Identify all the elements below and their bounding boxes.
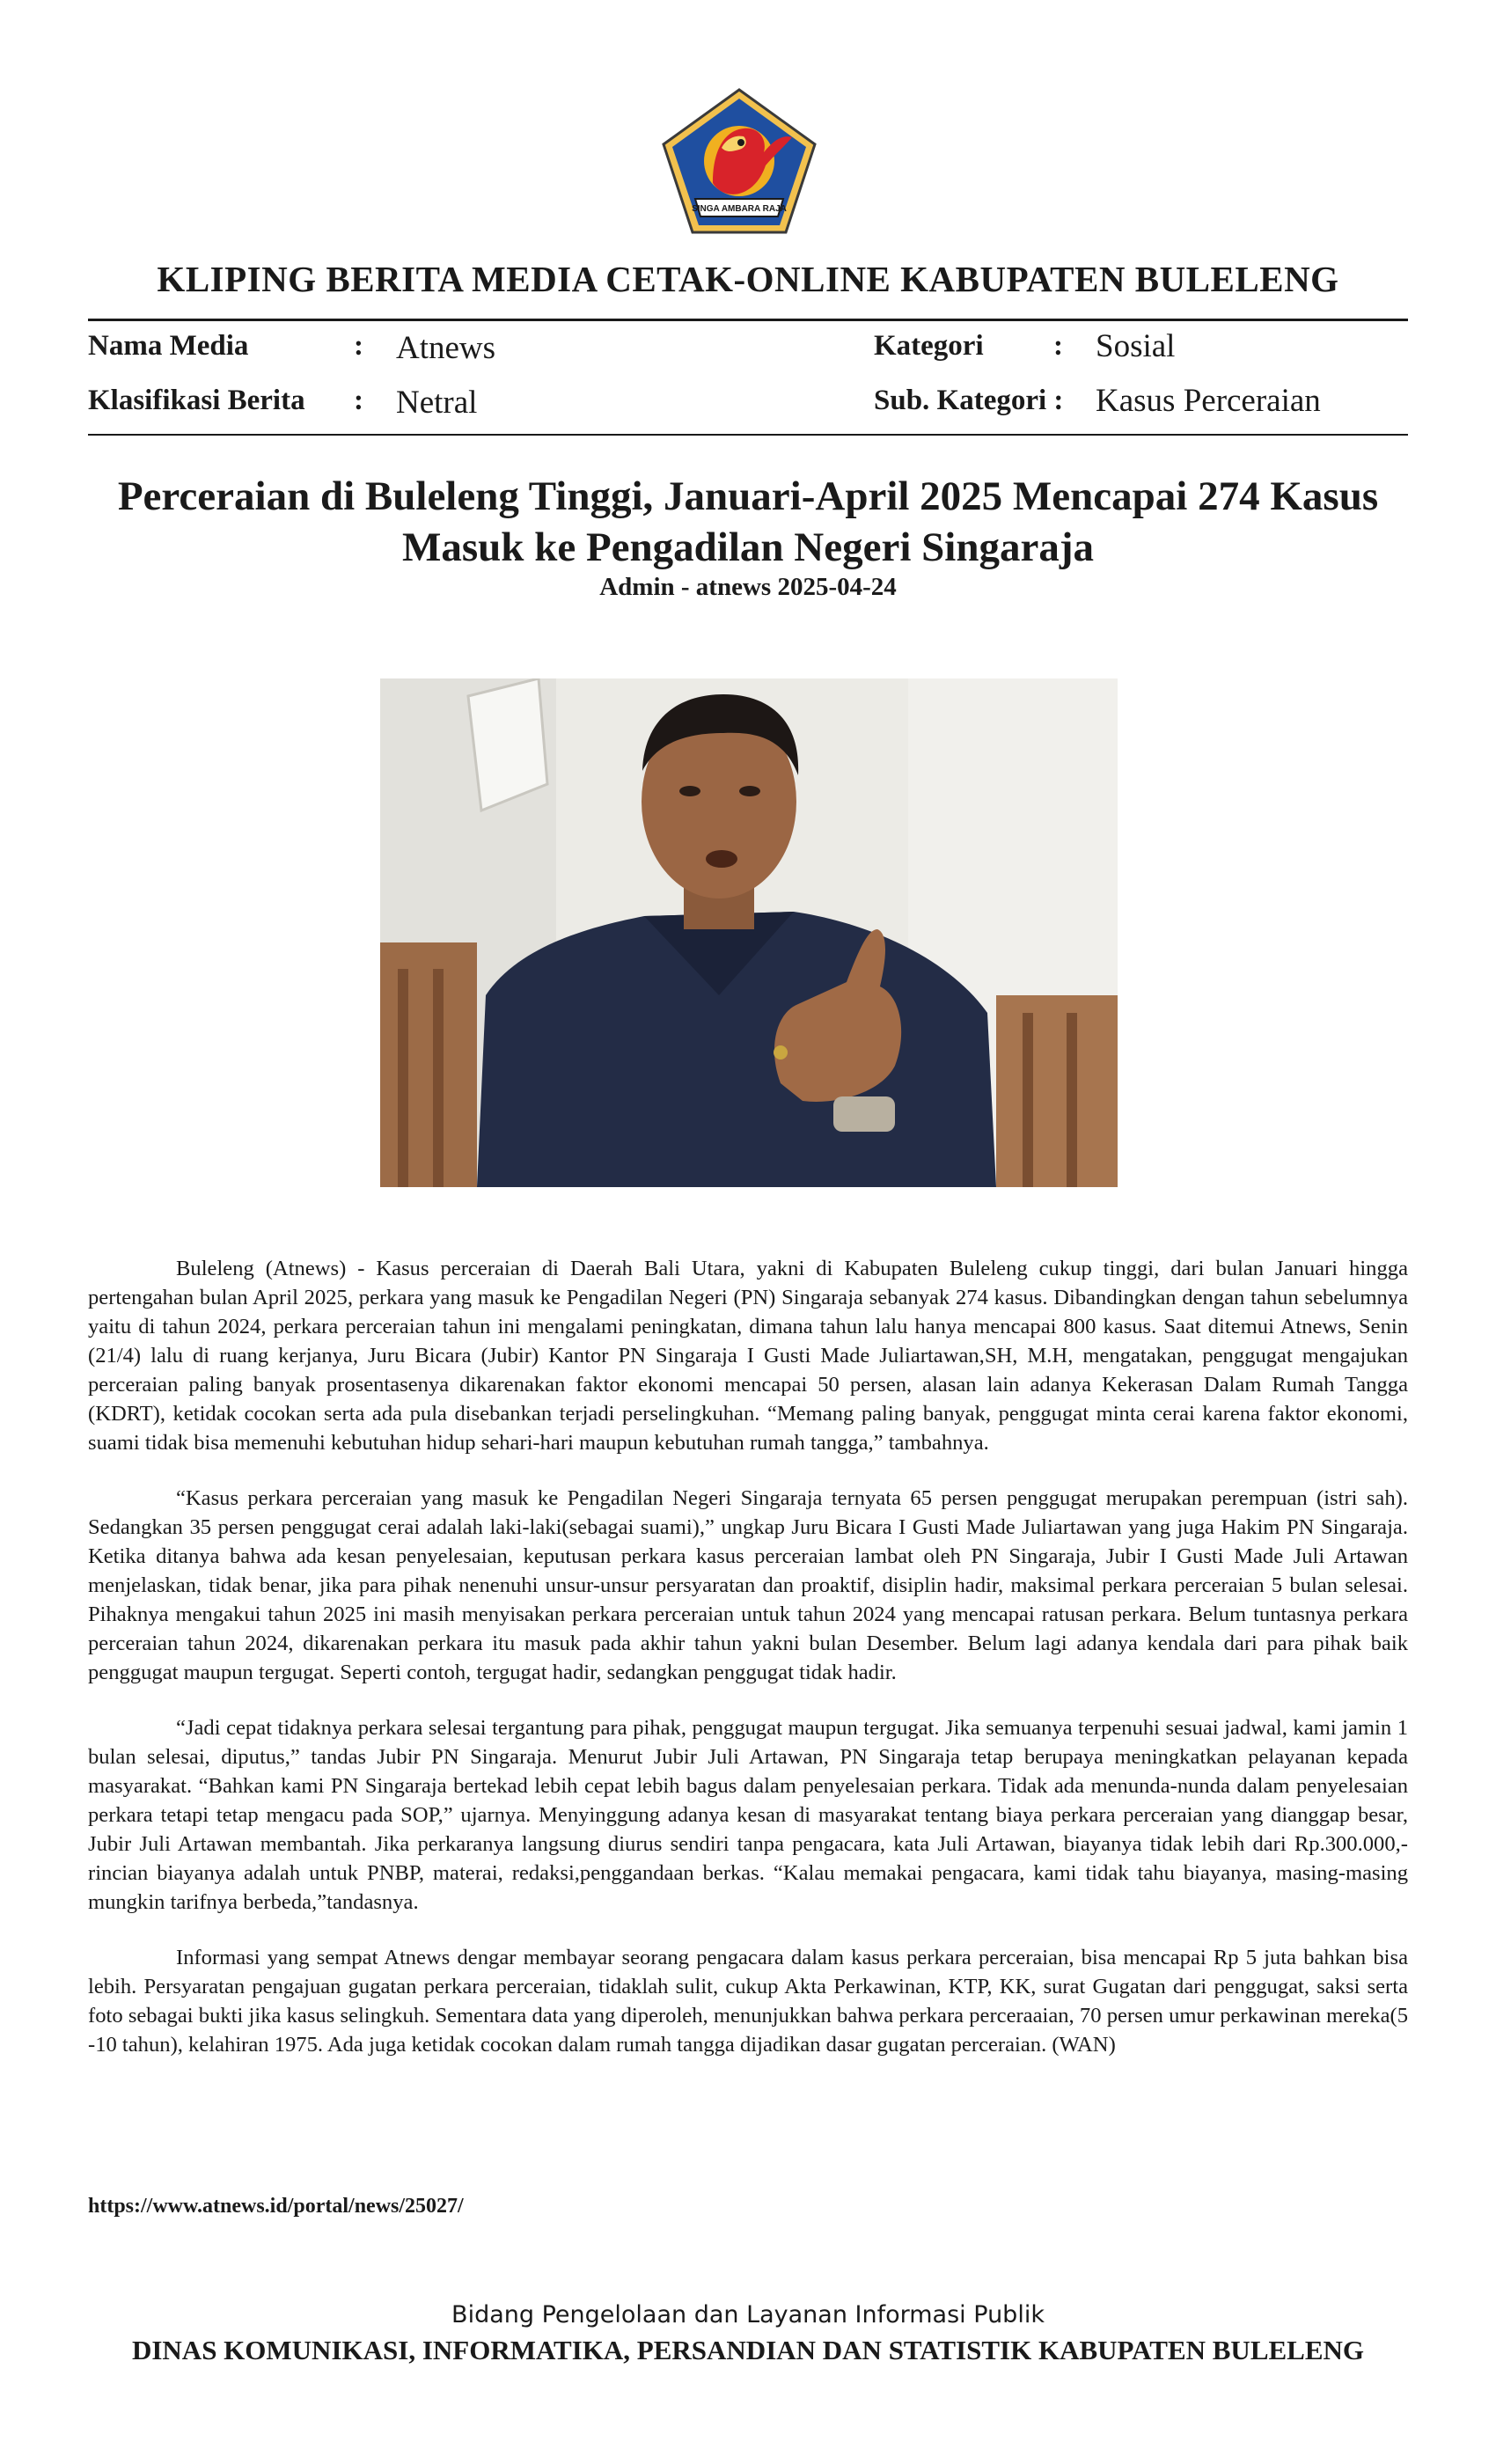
article-paragraph-4: Informasi yang sempat Atnews dengar membayar seorang pengacara dalam kasus perkara perceraian, bisa mencapai Rp 5 juta bahkan bisa lebih. Persyaratan pengajuan gugatan perkara perceraian, tidaklah sulit, cukup Akta Perkawinan, KTP, KK, surat Gugatan dari penggugat, saksi serta foto sebagai bukti jika kasus selingkuh. Sementara data yang diperoleh, menunjukkan bahwa perkara perceraaian, 70 persen umur perkawinan mereka(5 -10 tahun), kelahiran 1975. Ada juga ketidak cocokan dalam rumah tangga dijadikan dasar gugatan perceraian. (WAN) [88,1946,1408,2057]
emblem-icon [660,86,818,236]
article-title-line-1: Perceraian di Buleleng Tinggi, Januari-April 2025 Mencapai 274 Kasus [117,473,1379,519]
subcategory-value: Kasus Perceraian [1096,383,1321,419]
media-name-label: Nama Media [88,330,249,362]
article-paragraph-3: “Jadi cepat tidaknya perkara selesai tergantung para pihak, penggugat maupun tergugat. Jika semuanya terpenuhi sesuai jadwal, kami jamin 1 bulan selesai, diputus,” tandas Jubir PN Singaraja. Menurut Jubir Juli Artawan, PN Singaraja tetap berupaya meningkatkan pelayanan kepada masyarakat. “Bahkan kami PN Singaraja bertekad lebih cepat lebih bagus dalam penyelesaian perkara. Tidak ada menunda-nunda dalam penyelesaian perkara tetapi tetap mengacu pada SOP,” ujarnya. Menyinggung adanya kesan di masyarakat tentang biaya perkara perceraian yang dianggap besar, Jubir Juli Artawan membantah. Jika perkaranya langsung diurus sendiri tanpa pengacara, kata Juli Artawan, biayanya tidak lebih dari Rp.300.000,- rincian biayanya adalah untuk PNBP, materai, redaksi,penggandaan berkas. “Kalau memakai pengacara, kami tidak tahu biayanya, masing-masing mungkin tarifnya berbeda,”tandasnya. [88,1716,1408,1914]
article-title-line-2: Masuk ke Pengadilan Negeri Singaraja [402,524,1094,570]
classification-colon: : [354,385,363,416]
header-bottom-rule [88,434,1408,436]
classification-label: Klasifikasi Berita [88,385,305,416]
classification-value: Netral [396,385,478,421]
article-paragraph-2: “Kasus perkara perceraian yang masuk ke Pengadilan Negeri Singaraja ternyata 65 persen penggugat merupakan perempuan (istri sah). Sedangkan 35 persen penggugat cerai adalah laki-laki(sebagai suami),” ungkap Juru Bicara I Gusti Made Juliartawan yang juga Hakim PN Singaraja. Ketika ditanya bahwa ada kesan penyelesaian, keputusan perkara kasus perceraian lambat oleh PN Singaraja, Jubir I Gusti Made Juli Artawan menjelaskan, tidak benar, jika para pihak nenenuhi unsur-unsur persyaratan dan proaktif, disiplin hadir, maksimal perkara perceraian 5 bulan selesai. Pihaknya mengakui tahun 2025 ini masih menyisakan perkara perceraian untuk tahun 2024 yang mencapai ratusan perkara. Belum tuntasnya perkara perceraian tahun 2024, dikarenakan perkara itu masuk pada akhir tahun yakni bulan Desember. Belum lagi adanya kendala dari para pihak baik penggugat maupun tergugat. Seperti contoh, tergugat hadir, sedangkan penggugat tidak hadir. [88,1486,1408,1684]
category-colon: : [1053,330,1063,362]
emblem-motto: SINGA AMBARA RAJA [692,204,787,214]
source-url-link[interactable]: https://www.atnews.id/portal/news/25027/ [88,2195,464,2218]
footer-office-name: DINAS KOMUNIKASI, INFORMATIKA, PERSANDIAN DAN STATISTIK KABUPATEN BULELENG [131,2335,1365,2365]
photo-man-speaking-icon [380,678,1118,1187]
buleleng-emblem-logo [660,86,818,236]
article-photo [380,678,1118,1187]
footer-division-name: Bidang Pengelolaan dan Layanan Informasi Publik [451,2301,1045,2328]
article-paragraph-1: Buleleng (Atnews) - Kasus perceraian di Daerah Bali Utara, yakni di Kabupaten Buleleng cukup tinggi, dari bulan Januari hingga pertengahan bulan April 2025, perkara yang masuk ke Pengadilan Negeri (PN) Singaraja sebanyak 274 kasus. Dibandingkan dengan tahun sebelumnya yaitu di tahun 2024, perkara perceraian tahun ini mengalami peningkatan, dimana tahun lalu hanya mencapai 800 kasus. Saat ditemui Atnews, Senin (21/4) lalu di ruang kerjanya, Juru Bicara (Jubir) Kantor PN Singaraja I Gusti Made Juliartawan,SH, M.H, mengatakan, penggugat mengajukan perceraian paling banyak prosentasenya dikarenakan faktor ekonomi mencapai 50 persen, alasan lain adanya Kekerasan Dalam Rumah Tangga (KDRT), ketidak cocokan serta ada pula disebankan terjadi perselingkuhan. “Memang paling banyak, penggugat minta cerai karena faktor ekonomi, suami tidak bisa memenuhi kebutuhan hidup sehari-hari maupun kebutuhan rumah tangga,” tambahnya. [88,1257,1408,1455]
article-body [88,1254,1408,2086]
article-title [88,471,1408,573]
clipping-header-title: KLIPING BERITA MEDIA CETAK-ONLINE KABUPATEN BULELENG [157,259,1339,299]
media-name-value: Atnews [396,330,496,366]
subcategory-label: Sub. Kategori : [874,385,1064,416]
media-name-colon: : [354,330,363,362]
header-top-rule [88,319,1408,321]
article-byline: Admin - atnews 2025-04-24 [599,573,897,601]
category-label: Kategori [874,330,984,362]
category-value: Sosial [1096,328,1176,364]
